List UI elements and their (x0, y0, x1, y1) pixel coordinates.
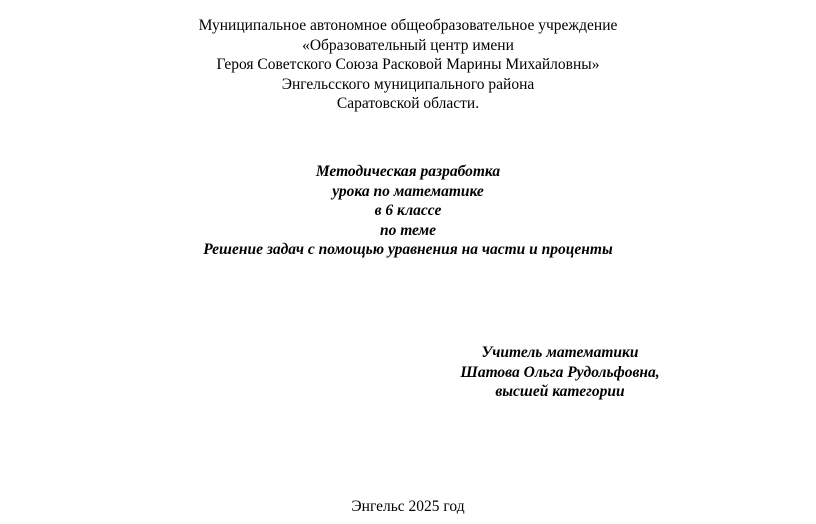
title-line-4: по теме (379, 221, 437, 239)
title-line-2: урока по математике (332, 182, 484, 200)
author-position: Учитель математики (481, 344, 639, 361)
title-line-1: Методическая разработка (315, 163, 501, 180)
institution-header (0, 16, 816, 114)
city-year: Энгельс 2025 год (351, 498, 465, 515)
lesson-topic: Решение задач с помощью уравнения на части и проценты (203, 241, 613, 258)
institution-line-2: «Образовательный центр имени (302, 36, 514, 54)
document-footer (0, 497, 816, 517)
institution-line-5: Саратовской области. (336, 95, 480, 112)
institution-line-3: Героя Советского Союза Расковой Марины Михайловны» (216, 56, 600, 73)
institution-line-1: Муниципальное автономное общеобразовательное учреждение (198, 17, 618, 34)
author-info (420, 343, 700, 402)
author-name: Шатова Ольга Рудольфовна, (460, 363, 660, 381)
document-title (0, 162, 816, 260)
institution-line-4: Энгельсского муниципального района (281, 75, 535, 93)
author-category: высшей категории (495, 383, 625, 400)
title-line-3: в 6 классе (374, 202, 442, 219)
